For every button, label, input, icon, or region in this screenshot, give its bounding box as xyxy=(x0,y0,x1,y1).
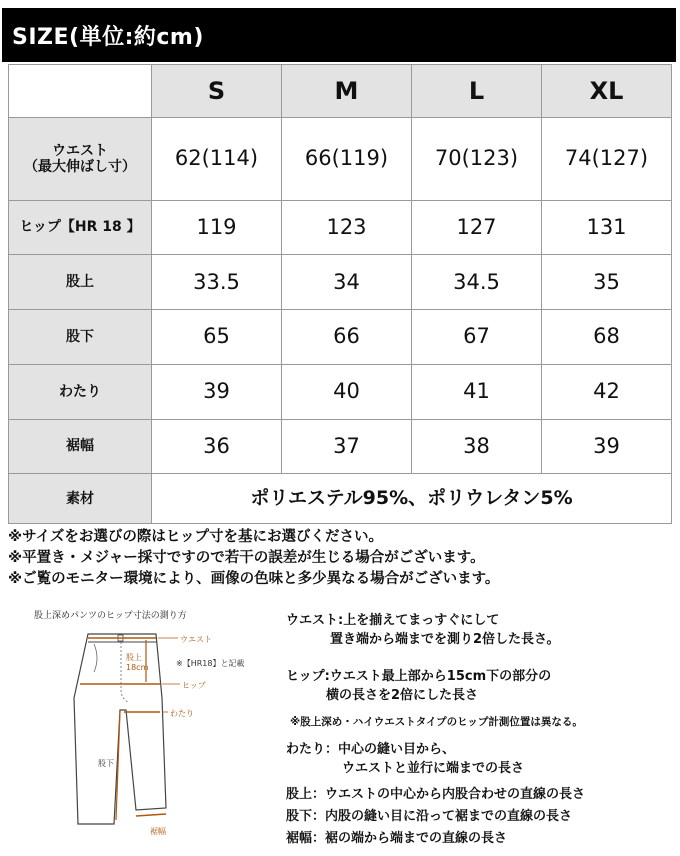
label-hr-note: ※【HR18】と記載 xyxy=(176,659,245,668)
table-cell: 33.5 xyxy=(152,255,282,310)
size-header xyxy=(2,8,676,62)
table-cell: 40 xyxy=(282,364,412,419)
size-xl-header: XL xyxy=(542,65,672,118)
row-label-waist xyxy=(9,118,152,201)
row-label-line: ウエスト xyxy=(52,142,108,159)
table-row xyxy=(9,118,672,201)
row-label-inseam: 股下 xyxy=(9,310,152,365)
table-cell: 34 xyxy=(282,255,412,310)
label-rise-value: 18cm xyxy=(126,663,149,672)
table-cell: 35 xyxy=(542,255,672,310)
table-cell: 62(114) xyxy=(152,118,282,201)
hem-measure-line xyxy=(136,814,166,816)
corner-cell xyxy=(9,65,152,118)
table-cell: 38 xyxy=(412,419,542,474)
explain-hem: 裾幅：裾の端から端までの直線の長さ xyxy=(286,831,508,846)
row-label-material: 素材 xyxy=(9,474,152,524)
explain-thigh-1: わたり：中心の縫い目から、 xyxy=(286,742,456,757)
row-label-hem: 裾幅 xyxy=(9,419,152,474)
table-cell: 36 xyxy=(152,419,282,474)
table-cell: 65 xyxy=(152,310,282,365)
label-hem: 裾幅 xyxy=(150,827,166,836)
table-row xyxy=(9,364,672,419)
table-cell: 70(123) xyxy=(412,118,542,201)
table-cell: 131 xyxy=(542,200,672,255)
size-s-header: S xyxy=(152,65,282,118)
label-inseam: 股下 xyxy=(98,759,114,768)
explain-hip-1: ヒップ:ウエスト最上部から15cm下の部分の xyxy=(286,669,552,684)
explain-hip-2: 横の長さを2倍にした長さ xyxy=(326,688,479,703)
size-table xyxy=(8,64,672,524)
table-cell: 39 xyxy=(542,419,672,474)
table-cell: 42 xyxy=(542,364,672,419)
note-line: ※サイズをお選びの際はヒップ寸を基にお選びください。 xyxy=(8,529,383,545)
explain-thigh-2: ウエストと並行に端までの長さ xyxy=(342,761,525,776)
table-cell: 34.5 xyxy=(412,255,542,310)
table-cell: 67 xyxy=(412,310,542,365)
label-thigh: わたり xyxy=(170,709,194,718)
label-waist: ウエスト xyxy=(180,635,212,644)
table-row xyxy=(9,419,672,474)
size-header-row xyxy=(9,65,672,118)
material-row xyxy=(9,474,672,524)
notes xyxy=(8,527,672,590)
explain-waist-1: ウエスト:上を揃えてまっすぐにして xyxy=(286,613,500,628)
pants-illustration xyxy=(28,598,288,856)
row-label-thigh: わたり xyxy=(9,364,152,419)
table-cell: 68 xyxy=(542,310,672,365)
size-title: SIZE(単位:約cm) xyxy=(12,24,204,50)
note-line: ※平置き・メジャー採寸ですので若干の誤差が生じる場合がございます。 xyxy=(8,550,485,566)
explain-rise: 股上：ウエストの中心から内股合わせの直線の長さ xyxy=(286,787,586,802)
pants-outline-icon xyxy=(74,634,166,824)
row-label-sub: （最大伸ばし寸） xyxy=(24,158,136,175)
size-m-header: M xyxy=(282,65,412,118)
table-cell: 66 xyxy=(282,310,412,365)
table-cell: 41 xyxy=(412,364,542,419)
label-rise: 股上 xyxy=(126,653,142,662)
material-value: ポリエステル95%、ポリウレタン5% xyxy=(152,474,672,524)
label-hip: ヒップ xyxy=(182,681,206,690)
table-row xyxy=(9,310,672,365)
size-l-header: L xyxy=(412,65,542,118)
pocket-line xyxy=(94,644,97,672)
table-row xyxy=(9,200,672,255)
table-cell: 119 xyxy=(152,200,282,255)
table-row xyxy=(9,255,672,310)
pants-diagram xyxy=(28,598,288,856)
row-label-rise: 股上 xyxy=(9,255,152,310)
row-label-hip: ヒップ【HR 18 】 xyxy=(9,200,152,255)
table-cell: 123 xyxy=(282,200,412,255)
table-cell: 39 xyxy=(152,364,282,419)
table-cell: 74(127) xyxy=(542,118,672,201)
table-cell: 66(119) xyxy=(282,118,412,201)
explain-inseam: 股下：内股の縫い目に沿って裾までの直線の長さ xyxy=(286,809,573,824)
fly-line xyxy=(121,642,128,702)
table-cell: 127 xyxy=(412,200,542,255)
explain-hip-note: ※股上深め・ハイウエストタイプのヒップ計測位置は異なる。 xyxy=(290,716,583,728)
note-line: ※ご覧のモニター環境により、画像の色味と多少異なる場合がございます。 xyxy=(8,571,500,587)
table-cell: 37 xyxy=(282,419,412,474)
diagram-title: 股上深めパンツのヒップ寸法の測り方 xyxy=(34,611,187,621)
explain-waist-2: 置き端から端までを測り2倍した長さ。 xyxy=(330,632,560,647)
